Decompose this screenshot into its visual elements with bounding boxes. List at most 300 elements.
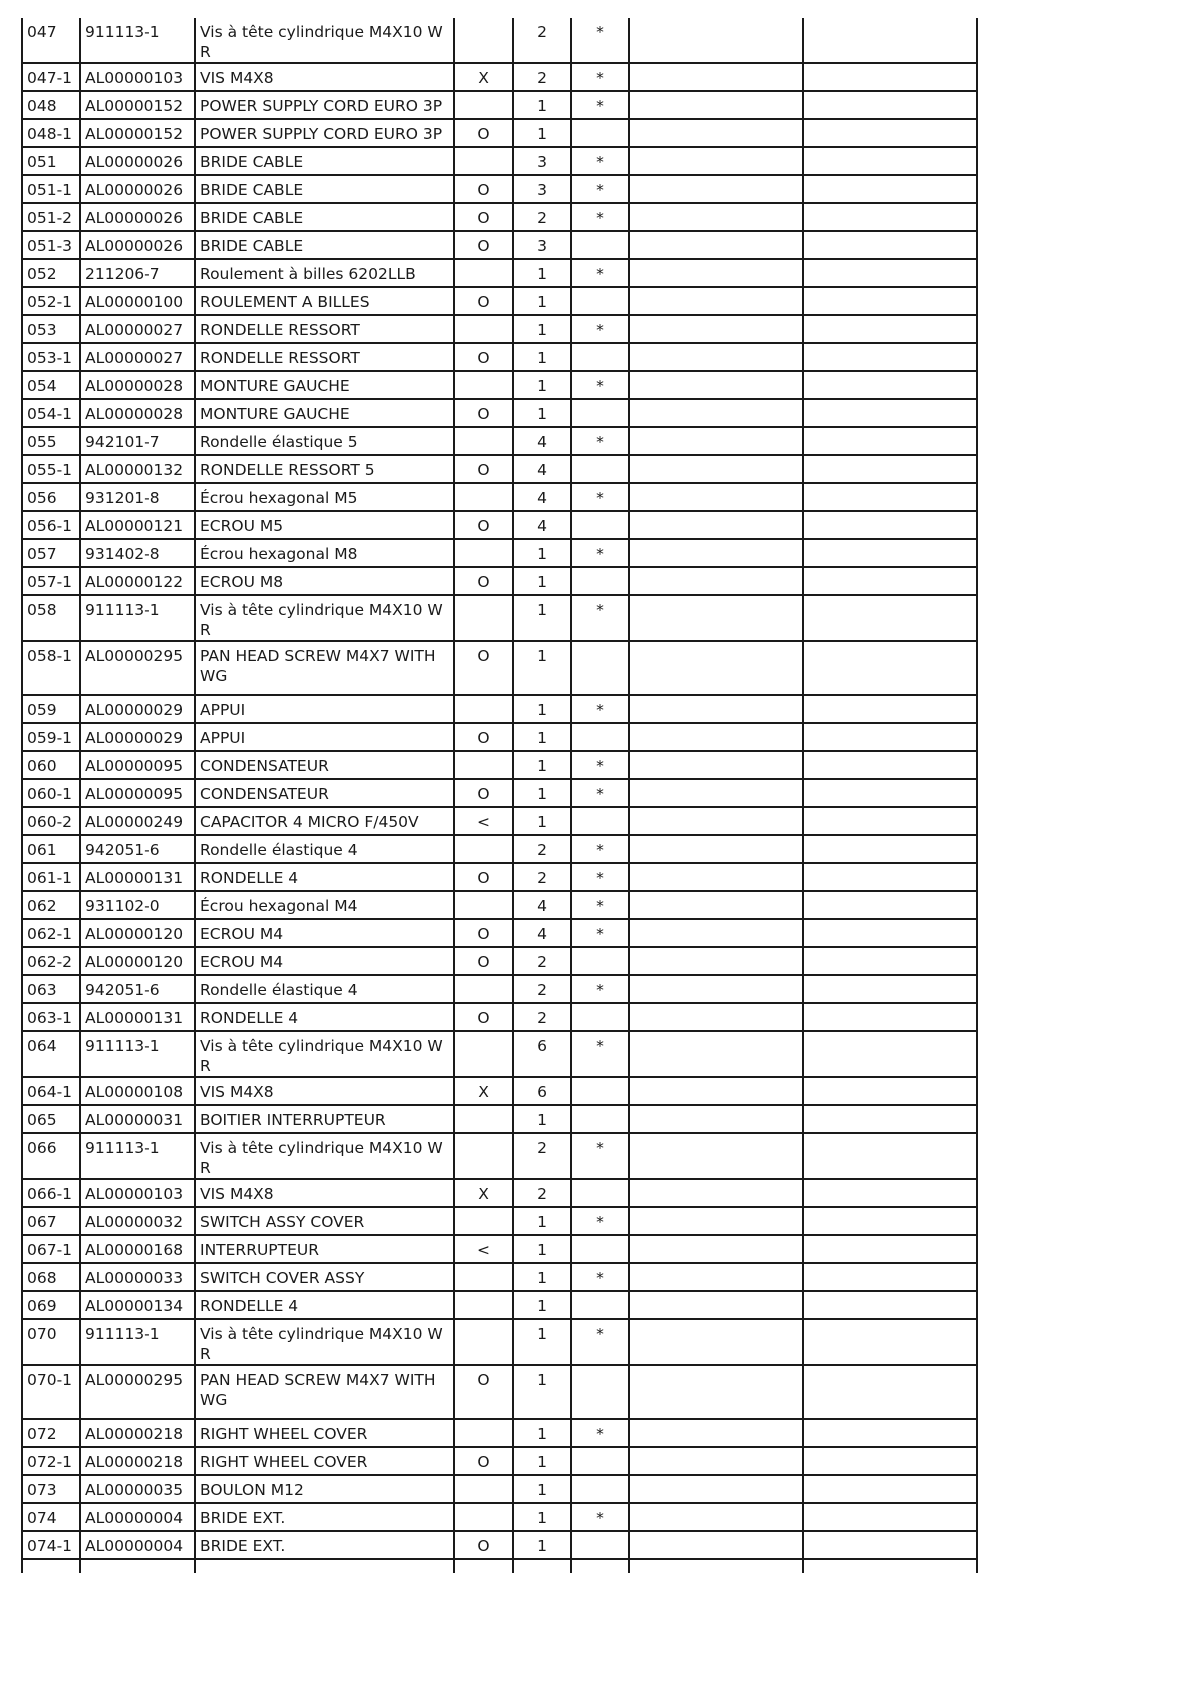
part-number-cell: 057 [22,539,80,567]
quantity-cell: 2 [513,975,571,1003]
mark-cell: * [571,483,629,511]
reference-cell: AL00000026 [80,231,195,259]
part-number-cell: 060-2 [22,807,80,835]
description-cell: MONTURE GAUCHE [195,371,454,399]
blank-cell [629,63,803,91]
description-cell: BOITIER INTERRUPTEUR [195,1105,454,1133]
reference-cell: AL00000035 [80,1475,195,1503]
reference-cell: AL00000031 [80,1105,195,1133]
mark-cell [571,947,629,975]
reference-cell: AL00000103 [80,63,195,91]
blank-cell [454,1559,513,1573]
quantity-cell: 1 [513,779,571,807]
reference-cell: 942051-6 [80,835,195,863]
blank-cell [629,1365,803,1419]
reference-cell: AL00000120 [80,947,195,975]
blank-cell [571,1559,629,1573]
reference-cell: AL00000028 [80,399,195,427]
mark-cell: * [571,1133,629,1179]
flag-cell [454,371,513,399]
table-row [22,1475,977,1503]
part-number-cell: 054-1 [22,399,80,427]
flag-cell [454,1503,513,1531]
quantity-cell: 4 [513,455,571,483]
flag-cell [454,18,513,63]
quantity-cell: 1 [513,567,571,595]
table-row [22,175,977,203]
mark-cell: * [571,1319,629,1365]
blank-cell [803,91,977,119]
blank-cell [629,751,803,779]
mark-cell: * [571,91,629,119]
mark-cell [571,567,629,595]
reference-cell: AL00000029 [80,695,195,723]
blank-cell [803,175,977,203]
reference-cell: AL00000100 [80,287,195,315]
quantity-cell: 1 [513,287,571,315]
part-number-cell: 060 [22,751,80,779]
reference-cell: AL00000168 [80,1235,195,1263]
mark-cell [571,287,629,315]
part-number-cell: 051-1 [22,175,80,203]
table-row [22,595,977,641]
mark-cell: * [571,1263,629,1291]
flag-cell [454,891,513,919]
mark-cell: * [571,315,629,343]
blank-cell [803,203,977,231]
table-row [22,567,977,595]
part-number-cell: 061-1 [22,863,80,891]
part-number-cell: 056 [22,483,80,511]
blank-cell [803,891,977,919]
blank-cell [629,595,803,641]
description-cell: BRIDE CABLE [195,175,454,203]
quantity-cell: 1 [513,807,571,835]
part-number-cell: 067-1 [22,1235,80,1263]
blank-cell [629,1077,803,1105]
blank-cell [629,1105,803,1133]
reference-cell: AL00000033 [80,1263,195,1291]
blank-cell [803,119,977,147]
blank-cell [803,539,977,567]
blank-cell [803,1031,977,1077]
description-cell: RONDELLE 4 [195,863,454,891]
blank-cell [803,1077,977,1105]
reference-cell: 942051-6 [80,975,195,1003]
part-number-cell: 059 [22,695,80,723]
blank-cell [803,427,977,455]
quantity-cell: 1 [513,315,571,343]
quantity-cell: 1 [513,539,571,567]
part-number-cell: 051 [22,147,80,175]
quantity-cell: 4 [513,511,571,539]
part-number-cell: 060-1 [22,779,80,807]
table-row [22,1235,977,1263]
blank-cell [629,259,803,287]
flag-cell [454,1475,513,1503]
table-row [22,63,977,91]
blank-cell [803,1447,977,1475]
reference-cell: AL00000026 [80,175,195,203]
reference-cell: AL00000027 [80,315,195,343]
quantity-cell: 1 [513,371,571,399]
blank-cell [629,1179,803,1207]
mark-cell [571,1291,629,1319]
part-number-cell: 047 [22,18,80,63]
mark-cell: * [571,371,629,399]
description-cell: ECROU M4 [195,919,454,947]
part-number-cell: 062 [22,891,80,919]
part-number-cell: 066-1 [22,1179,80,1207]
flag-cell [454,427,513,455]
flag-cell [454,1419,513,1447]
part-number-cell: 067 [22,1207,80,1235]
reference-cell: AL00000134 [80,1291,195,1319]
quantity-cell: 1 [513,1207,571,1235]
blank-cell [629,807,803,835]
description-cell: BRIDE CABLE [195,147,454,175]
mark-cell: * [571,595,629,641]
description-cell: SWITCH COVER ASSY [195,1263,454,1291]
table-row [22,539,977,567]
part-number-cell: 064-1 [22,1077,80,1105]
mark-cell: * [571,147,629,175]
description-cell: RONDELLE RESSORT [195,343,454,371]
part-number-cell: 072-1 [22,1447,80,1475]
reference-cell: AL00000108 [80,1077,195,1105]
reference-cell: AL00000095 [80,751,195,779]
blank-cell [803,259,977,287]
table-row [22,1447,977,1475]
part-number-cell: 056-1 [22,511,80,539]
reference-cell: AL00000121 [80,511,195,539]
table-row [22,1419,977,1447]
blank-cell [629,371,803,399]
parts-table [21,18,978,1573]
mark-cell: * [571,1031,629,1077]
reference-cell: AL00000122 [80,567,195,595]
reference-cell: AL00000026 [80,147,195,175]
flag-cell [454,147,513,175]
flag-cell [454,1263,513,1291]
reference-cell: 911113-1 [80,18,195,63]
table-row [22,723,977,751]
part-number-cell: 058 [22,595,80,641]
blank-cell [629,1291,803,1319]
mark-cell: * [571,63,629,91]
blank-cell [629,511,803,539]
reference-cell: AL00000028 [80,371,195,399]
quantity-cell: 2 [513,1003,571,1031]
part-number-cell: 063 [22,975,80,1003]
quantity-cell: 4 [513,427,571,455]
description-cell: Vis à tête cylindrique M4X10 WR [195,1031,454,1077]
mark-cell [571,641,629,695]
flag-cell [454,1133,513,1179]
quantity-cell: 3 [513,231,571,259]
description-cell: Vis à tête cylindrique M4X10 WR [195,1319,454,1365]
blank-cell [629,891,803,919]
blank-cell [195,1559,454,1573]
flag-cell: O [454,399,513,427]
mark-cell: * [571,835,629,863]
blank-cell [629,1207,803,1235]
table-row [22,835,977,863]
mark-cell: * [571,975,629,1003]
blank-cell [803,779,977,807]
part-number-cell: 054 [22,371,80,399]
flag-cell [454,539,513,567]
reference-cell: 211206-7 [80,259,195,287]
part-number-cell: 058-1 [22,641,80,695]
table-row [22,371,977,399]
description-cell: ECROU M4 [195,947,454,975]
mark-cell [571,1365,629,1419]
reference-cell: AL00000027 [80,343,195,371]
table-row [22,119,977,147]
blank-cell [629,1503,803,1531]
reference-cell: AL00000032 [80,1207,195,1235]
flag-cell: O [454,287,513,315]
part-number-cell: 069 [22,1291,80,1319]
description-cell: PAN HEAD SCREW M4X7 WITH WG [195,1365,454,1419]
flag-cell [454,835,513,863]
reference-cell: 942101-7 [80,427,195,455]
reference-cell: 931402-8 [80,539,195,567]
flag-cell [454,1105,513,1133]
blank-cell [803,723,977,751]
part-number-cell: 059-1 [22,723,80,751]
blank-cell [803,1105,977,1133]
reference-cell: 911113-1 [80,595,195,641]
table-row [22,1031,977,1077]
blank-cell [803,1207,977,1235]
blank-cell [803,1291,977,1319]
quantity-cell: 2 [513,835,571,863]
part-number-cell: 062-1 [22,919,80,947]
part-number-cell: 055 [22,427,80,455]
blank-cell [629,695,803,723]
table-row [22,1319,977,1365]
flag-cell: O [454,203,513,231]
blank-cell [629,1475,803,1503]
flag-cell: X [454,63,513,91]
quantity-cell: 1 [513,1263,571,1291]
table-row [22,1207,977,1235]
part-number-cell: 052 [22,259,80,287]
part-number-cell: 066 [22,1133,80,1179]
blank-cell [803,1503,977,1531]
part-number-cell: 061 [22,835,80,863]
blank-cell [803,287,977,315]
part-number-cell: 062-2 [22,947,80,975]
quantity-cell: 2 [513,863,571,891]
blank-cell [629,835,803,863]
part-number-cell: 073 [22,1475,80,1503]
blank-cell [803,695,977,723]
part-number-cell: 065 [22,1105,80,1133]
description-cell: CONDENSATEUR [195,751,454,779]
quantity-cell: 1 [513,119,571,147]
quantity-cell: 1 [513,399,571,427]
flag-cell: O [454,567,513,595]
quantity-cell: 1 [513,595,571,641]
flag-cell: O [454,119,513,147]
description-cell: ECROU M5 [195,511,454,539]
reference-cell: AL00000120 [80,919,195,947]
mark-cell [571,1235,629,1263]
part-number-cell: 070-1 [22,1365,80,1419]
flag-cell: O [454,1003,513,1031]
mark-cell: * [571,203,629,231]
flag-cell [454,1031,513,1077]
mark-cell: * [571,891,629,919]
part-number-cell: 048 [22,91,80,119]
part-number-cell: 048-1 [22,119,80,147]
blank-cell [629,1263,803,1291]
quantity-cell: 1 [513,1531,571,1559]
flag-cell: O [454,511,513,539]
quantity-cell: 1 [513,1235,571,1263]
blank-cell [803,147,977,175]
blank-cell [803,595,977,641]
blank-cell [803,567,977,595]
blank-cell [803,1319,977,1365]
description-cell: RIGHT WHEEL COVER [195,1447,454,1475]
description-cell: RIGHT WHEEL COVER [195,1419,454,1447]
flag-cell [454,91,513,119]
blank-cell [803,1365,977,1419]
quantity-cell: 2 [513,1179,571,1207]
table-row [22,427,977,455]
flag-cell: O [454,1447,513,1475]
description-cell: APPUI [195,723,454,751]
blank-cell [803,835,977,863]
description-cell: Rondelle élastique 4 [195,835,454,863]
mark-cell [571,1179,629,1207]
mark-cell: * [571,779,629,807]
blank-cell [803,231,977,259]
parts-table-body [22,18,977,1573]
flag-cell: X [454,1179,513,1207]
blank-cell [803,1179,977,1207]
part-number-cell: 051-2 [22,203,80,231]
blank-cell [803,455,977,483]
part-number-cell: 070 [22,1319,80,1365]
part-number-cell: 055-1 [22,455,80,483]
flag-cell: < [454,1235,513,1263]
description-cell: Roulement à billes 6202LLB [195,259,454,287]
description-cell: Écrou hexagonal M8 [195,539,454,567]
table-row [22,863,977,891]
description-cell: RONDELLE RESSORT [195,315,454,343]
description-cell: Écrou hexagonal M4 [195,891,454,919]
description-cell: Rondelle élastique 4 [195,975,454,1003]
table-row [22,231,977,259]
description-cell: POWER SUPPLY CORD EURO 3P [195,91,454,119]
flag-cell [454,1291,513,1319]
description-cell: Rondelle élastique 5 [195,427,454,455]
reference-cell: 911113-1 [80,1319,195,1365]
description-cell: INTERRUPTEUR [195,1235,454,1263]
blank-cell [803,1475,977,1503]
description-cell: Écrou hexagonal M5 [195,483,454,511]
description-cell: RONDELLE RESSORT 5 [195,455,454,483]
blank-cell [629,1447,803,1475]
blank-cell [803,343,977,371]
flag-cell [454,1207,513,1235]
quantity-cell: 1 [513,641,571,695]
part-number-cell: 047-1 [22,63,80,91]
reference-cell: AL00000131 [80,1003,195,1031]
description-cell: RONDELLE 4 [195,1291,454,1319]
table-row [22,891,977,919]
flag-cell [454,695,513,723]
flag-cell: O [454,175,513,203]
quantity-cell: 6 [513,1077,571,1105]
table-row [22,919,977,947]
blank-cell [629,147,803,175]
mark-cell: * [571,1503,629,1531]
flag-cell: O [454,919,513,947]
blank-cell [629,427,803,455]
quantity-cell: 4 [513,891,571,919]
flag-cell: O [454,641,513,695]
table-row [22,1133,977,1179]
table-row [22,1291,977,1319]
blank-cell [803,1559,977,1573]
blank-cell [803,863,977,891]
mark-cell [571,119,629,147]
flag-cell: O [454,723,513,751]
mark-cell: * [571,919,629,947]
quantity-cell: 2 [513,203,571,231]
part-number-cell: 052-1 [22,287,80,315]
blank-cell [513,1559,571,1573]
table-row [22,779,977,807]
flag-cell [454,595,513,641]
flag-cell: O [454,231,513,259]
quantity-cell: 3 [513,175,571,203]
blank-cell [803,1419,977,1447]
flag-cell: O [454,863,513,891]
quantity-cell: 1 [513,1503,571,1531]
blank-cell [803,1235,977,1263]
blank-cell [629,1559,803,1573]
blank-cell [629,203,803,231]
description-cell: VIS M4X8 [195,63,454,91]
description-cell: VIS M4X8 [195,1179,454,1207]
flag-cell: O [454,947,513,975]
quantity-cell: 1 [513,1319,571,1365]
blank-cell [629,1235,803,1263]
table-row [22,91,977,119]
blank-cell [80,1559,195,1573]
flag-cell: O [454,343,513,371]
quantity-cell: 4 [513,919,571,947]
description-cell: PAN HEAD SCREW M4X7 WITH WG [195,641,454,695]
reference-cell: AL00000152 [80,119,195,147]
blank-cell [629,175,803,203]
reference-cell: AL00000095 [80,779,195,807]
part-number-cell: 057-1 [22,567,80,595]
part-number-cell: 053-1 [22,343,80,371]
blank-cell [629,723,803,751]
blank-cell [629,231,803,259]
quantity-cell: 2 [513,1133,571,1179]
table-row [22,1365,977,1419]
table-row [22,807,977,835]
